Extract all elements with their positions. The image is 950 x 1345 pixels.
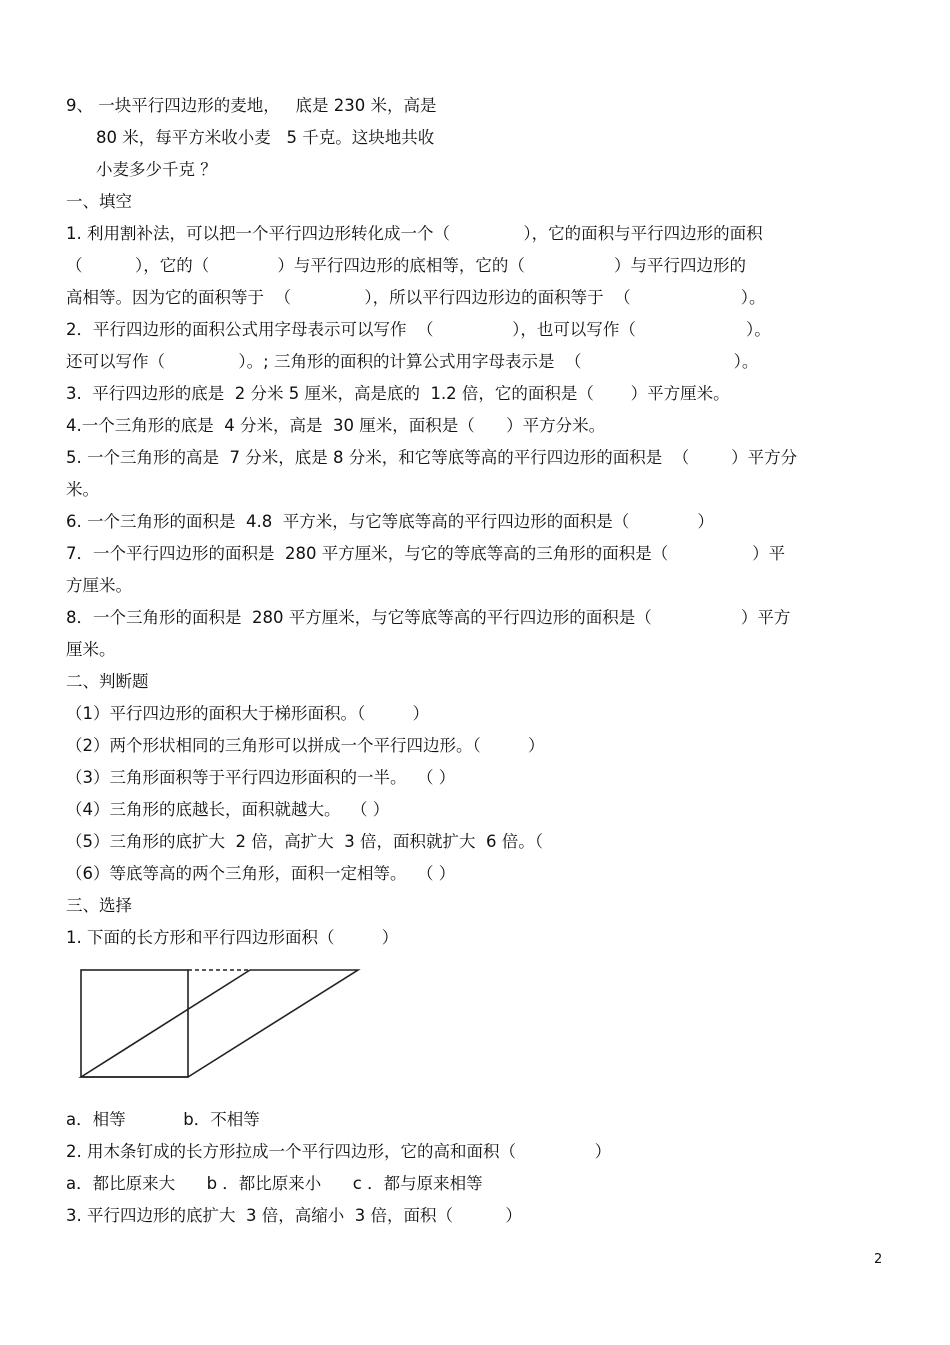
q9-line3: 小麦多少千克 ？ [96,160,217,179]
fill-q5-line2: 米。 [66,480,99,499]
page-number: 2 [874,1252,883,1267]
fill-q1-line3: 高相等。因为它的面积等于 （ ），所以平行四边形边的面积等于 （ ）。 [66,288,766,307]
section-judgement-heading: 二、判断题 [66,672,149,691]
choice-q2-options: a．都比原来大 b ．都比原来小 c ．都与原来相等 [66,1174,483,1193]
q9-line2: 80 米，每平方米收小麦 5 千克。这块地共收 [96,128,435,147]
parallelogram-shape [81,970,358,1077]
choice-q1-options: a．相等 b．不相等 [66,1110,260,1129]
choice-q3: 3. 平行四边形的底扩大 3 倍，高缩小 3 倍，面积（ ） [66,1206,522,1225]
fill-q7-line2: 方厘米。 [66,576,132,595]
judge-q4: （4）三角形的底越长，面积就越大。 （ ） [66,800,390,819]
judge-q6: （6）等底等高的两个三角形，面积一定相等。 （ ） [66,864,456,883]
section-fill-blank-heading: 一、填空 [66,192,132,211]
choice-q2: 2. 用木条钉成的长方形拉成一个平行四边形，它的高和面积（ ） [66,1142,612,1161]
fill-q1-line2: （ ），它的（ ）与平行四边形的底相等，它的（ ）与平行四边形的 [66,256,747,275]
rectangle-shape [81,970,188,1077]
fill-q7-line1: 7．一个平行四边形的面积是 280 平方厘米，与它的等底等高的三角形的面积是（ ）平 [66,544,786,563]
fill-q2-line1: 2．平行四边形的面积公式用字母表示可以写作 （ ），也可以写作（ ）。 [66,320,771,339]
fill-q8-line1: 8．一个三角形的面积是 280 平方厘米，与它等底等高的平行四边形的面积是（ ）平方 [66,608,791,627]
fill-q3: 3. 平行四边形的底是 2 分米 5 厘米，高是底的 1.2 倍，它的面积是（ ）平方厘米。 [66,384,730,403]
judge-q5: （5）三角形的底扩大 2 倍，高扩大 3 倍，面积就扩大 6 倍。（ [66,832,543,851]
judge-q1: （1）平行四边形的面积大于梯形面积。（ ） [66,704,429,723]
section-choice-heading: 三、选择 [66,896,132,915]
fill-q8-line2: 厘米。 [66,640,116,659]
fill-q5-line1: 5. 一个三角形的高是 7 分米，底是 8 分米，和它等底等高的平行四边形的面积是 （ ）平方分 [66,448,798,467]
choice-q1: 1. 下面的长方形和平行四边形面积（ ） [66,928,399,947]
fill-q1-line1: 1. 利用割补法，可以把一个平行四边形转化成一个（ ），它的面积与平行四边形的面积 [66,224,763,243]
judge-q3: （3）三角形面积等于平行四边形面积的一半。 （ ） [66,768,456,787]
fill-q6: 6. 一个三角形的面积是 4.8 平方米，与它等底等高的平行四边形的面积是（ ） [66,512,714,531]
q9-line1: 9、 一块平行四边形的麦地， 底是 230 米，高是 [66,96,437,115]
fill-q4: 4.一个三角形的底是 4 分米，高是 30 厘米，面积是（ ）平方分米。 [66,416,606,435]
rectangle-parallelogram-figure [78,966,362,1082]
judge-q2: （2）两个形状相同的三角形可以拼成一个平行四边形。（ ） [66,736,545,755]
fill-q2-line2: 还可以写作（ ）。; 三角形的面积的计算公式用字母表示是 （ ）。 [66,352,759,371]
